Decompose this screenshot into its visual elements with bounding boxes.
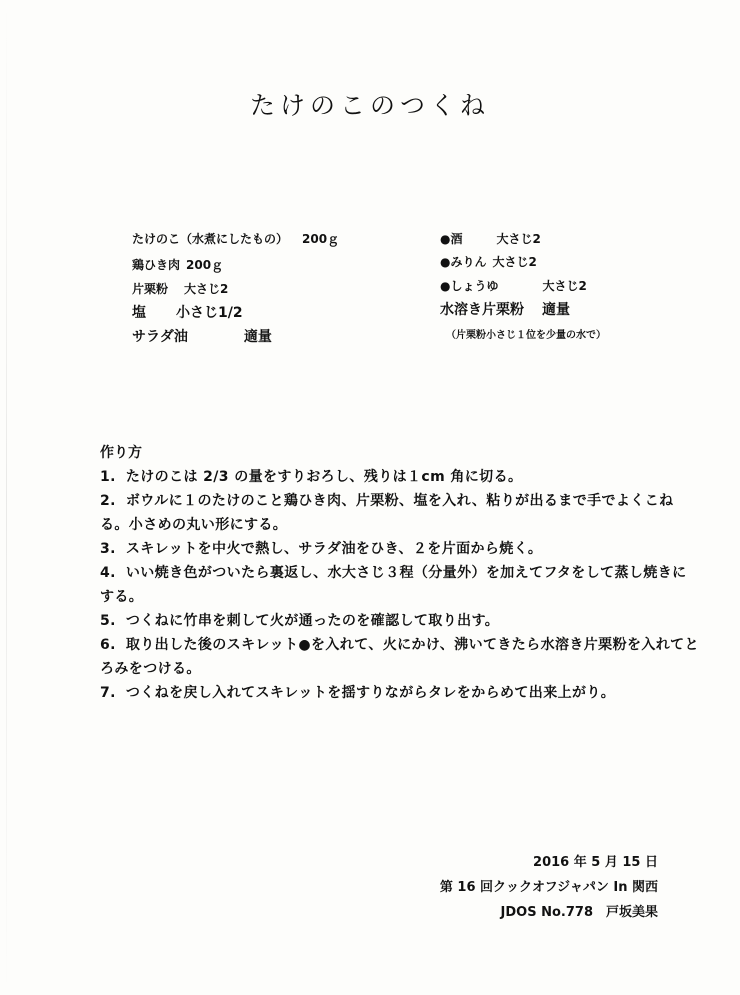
step-text: ボウルに１のたけのこと鶏ひき肉、片栗粉、塩を入れ、粘りが出るまで手でよくこねる。小さめの丸い形にする。 [100,493,674,533]
ingredient-left-4 [132,302,243,322]
ingredient-amount: 大さじ2 [492,255,537,269]
recipe-title: たけのこのつくね [249,91,490,120]
ingredient-amount: 大さじ2 [184,282,229,296]
method-section [100,442,700,705]
step-text: 取り出した後のスキレット●を入れて、火にかけ、沸いてきたら水溶き片栗粉を入れてとろみをつける。 [100,637,699,677]
ingredient-left-2 [132,256,223,273]
ingredient-left-3 [132,280,228,297]
ingredient-name: ●酒 [440,232,463,246]
step-number: 2. [100,493,116,509]
ingredient-name: 鶏ひき肉 [132,258,181,272]
step-text: つくねに竹串を刺して火が通ったのを確認して取り出す。 [125,613,500,629]
method-step [100,681,700,705]
ingredient-amount: 200ｇ [186,258,224,272]
method-step [100,537,700,561]
step-text: スキレットを中火で熱し、サラダ油をひき、２を片面から焼く。 [125,541,543,557]
ingredient-amount: 200ｇ [302,232,340,246]
ingredient-amount: 適量 [542,302,570,318]
ingredient-left-1 [132,230,339,247]
ingredient-name: 片栗粉 [132,282,169,296]
footer-event: 第 16 回クックオフジャパン In 関西 [439,880,658,895]
method-step [100,609,700,633]
method-heading: 作り方 [100,445,142,461]
ingredient-amount: 大さじ2 [496,232,541,246]
ingredient-name: サラダ油 [132,329,188,345]
ingredient-amount: 小さじ1/2 [176,305,243,321]
ingredient-left-5 [132,326,272,346]
ingredient-amount: 適量 [243,329,272,345]
method-step [100,489,700,537]
method-step [100,561,700,609]
step-number: 3. [100,541,116,557]
ingredient-right-2 [440,253,537,270]
ingredient-name: 塩 [132,305,146,321]
footer-date: 2016 年 5 月 15 日 [533,855,658,870]
ingredient-amount: 大さじ2 [542,279,587,293]
ingredient-name: 水溶き片栗粉 [440,302,524,318]
step-text: つくねを戻し入れてスキレットを揺すりながらタレをからめて出来上がり。 [125,685,616,701]
scan-edge-line [6,0,7,995]
method-step [100,633,700,681]
ingredient-name: ●みりん [440,255,487,269]
ingredient-right-note [446,326,606,341]
ingredient-right-3 [440,277,587,294]
ingredient-name: ●しょうゆ [440,279,499,293]
step-number: 5. [100,613,116,629]
ingredient-right-4 [440,299,570,319]
step-number: 6. [100,637,116,653]
footer-author: JDOS No.778 戸坂美果 [500,905,658,920]
method-step [100,465,700,489]
ingredient-note: （片栗粉小さじ１位を少量の水で） [446,330,606,341]
step-number: 4. [100,565,116,581]
step-number: 1. [100,469,116,485]
ingredient-name: たけのこ（水煮にしたもの） [132,232,289,246]
step-number: 7. [100,685,116,701]
step-text: いい焼き色がついたら裏返し、水大さじ３程（分量外）を加えてフタをして蒸し焼きにする。 [100,565,687,605]
step-text: たけのこは 2/3 の量をすりおろし、残りは１cm 角に切る。 [125,469,523,485]
ingredient-right-1 [440,230,541,247]
